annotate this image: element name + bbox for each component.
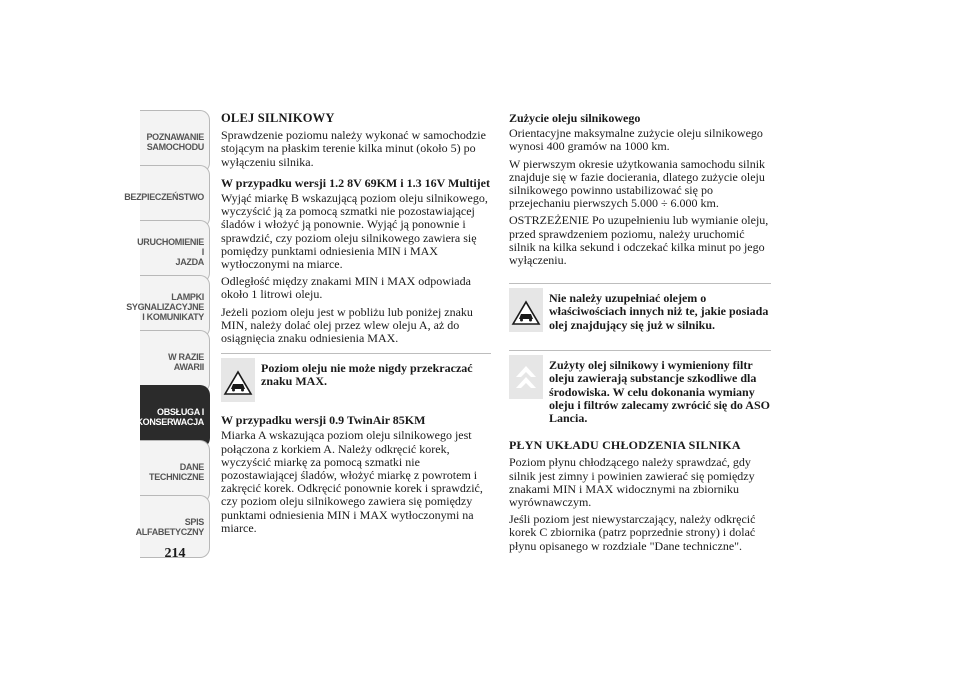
tab-dane-techniczne[interactable]: [140, 440, 210, 503]
tab-obsluga-i-konserwacja[interactable]: [136, 385, 210, 448]
section-title: PŁYN UKŁADU CHŁODZENIA SILNIKA: [509, 438, 741, 453]
note-text: Poziom oleju nie może nigdy przekraczać znaku MAX.: [261, 361, 473, 389]
tab-label: POZNAWANIE SAMOCHODU: [146, 131, 204, 152]
paragraph: Jeżeli poziom oleju jest w pobliżu lub poniżej znaku MIN, należy dolać olej przez wlew oleju A, aż do osiągnięcia znaku odniesienia MAX.: [221, 304, 473, 346]
tab-bezpieczenstwo[interactable]: [124, 165, 210, 228]
subheading: Zużycie oleju silnikowego: [509, 111, 641, 125]
tab-poznawanie-samochodu[interactable]: [140, 110, 210, 173]
note-text: Zużyty olej silnikowy i wymieniony filtr oleju zawierają substancje szkodliwe dla środowiska. W celu dokonania wymiany oleju i filtrów zalecamy zwrócić się do ASO Lancia.: [549, 358, 770, 426]
tab-label: BEZPIECZEŃSTWO: [124, 191, 204, 202]
paragraph: Miarka A wskazująca poziom oleju silnikowego jest połączona z korkiem A. Należy odkręcić korek, wyczyścić miarkę za pomocą szmatki nie pozostawiającej śladów, włożyć miarkę z powrotem i zakręcić korek. Odkręcić ponownie korek i sprawdzić, czy poziom oleju silnikowego zawiera się pomiędzy punktami odniesienia MIN i MAX wytłoczonymi na miarce.: [221, 428, 483, 535]
paragraph: Sprawdzenie poziomu należy wykonać w samochodzie stojącym na płaskim terenie kilka minut (około 5) po wyłączeniu silnika.: [221, 128, 486, 169]
tab-label: OBSŁUGA I KONSERWACJA: [136, 406, 204, 427]
car-warning-icon: [509, 288, 543, 332]
recycle-arrows-icon: [509, 355, 543, 399]
paragraph: Jeśli poziom jest niewystarczający, należy odkręcić korek C zbiornika (patrz poprzednie strony) i dolać płynu opisanego w rozdziale "Dane techniczne".: [509, 512, 756, 553]
page-number: 214: [164, 546, 186, 561]
tab-label: SPIS ALFABETYCZNY: [135, 516, 204, 537]
tab-uruchomienie-i-jazda[interactable]: [137, 220, 210, 283]
paragraph: OSTRZEŻENIE Po uzupełnieniu lub wymianie oleju, przed sprawdzeniem poziomu, należy uruchomić silnik na kilka sekund i odczekać kilka minut po jego wyłączeniu.: [509, 213, 769, 268]
subheading: W przypadku wersji 0.9 TwinAir 85KM: [221, 413, 426, 428]
tab-label: W RAZIE AWARII: [168, 351, 204, 372]
paragraph: W pierwszym okresie użytkowania samochodu silnik znajduje się w fazie docierania, dlatego zużycie oleju silnikowego powinno ustabilizować się po przejechaniu pierwszych 5.000 ÷ 6.000 km.: [509, 156, 766, 211]
car-warning-icon: [221, 358, 255, 402]
note-text: Nie należy uzupełniać olejem o właściwościach innych niż te, jakie posiada olej znajdujący się już w silniku.: [549, 291, 769, 332]
tab-w-razie-awarii[interactable]: [140, 330, 210, 393]
paragraph: Odległość między znakami MIN i MAX odpowiada około 1 litrowi oleju.: [221, 274, 471, 302]
warning-note: [509, 283, 771, 336]
section-title: OLEJ SILNIKOWY: [221, 111, 335, 125]
subheading: W przypadku wersji 1.2 8V 69KM i 1.3 16V Multijet: [221, 175, 490, 190]
left-column: [221, 112, 491, 539]
tab-lampki-sygnalizacyjne[interactable]: [126, 275, 210, 338]
warning-note: [221, 353, 491, 400]
right-column: [509, 112, 771, 557]
paragraph: Wyjąć miarkę B wskazującą poziom oleju silnikowego, wyczyścić ją za pomocą szmatki nie pozostawiającej śladów i włożyć ją ponownie. Wyjąć ją ponownie i sprawdzić, czy poziom oleju silnikowego zawiera się pomiędzy punktami odniesienia MIN i MAX wytłoczonymi na miarce.: [221, 191, 488, 272]
environment-note: [509, 350, 771, 425]
paragraph: Orientacyjne maksymalne zużycie oleju silnikowego wynosi 400 gramów na 1000 km.: [509, 126, 763, 154]
tab-label: LAMPKI SYGNALIZACYJNE I KOMUNIKATY: [126, 291, 204, 322]
tab-label: URUCHOMIENIE I JAZDA: [137, 236, 204, 267]
tab-label: DANE TECHNICZNE: [149, 461, 204, 482]
paragraph: Poziom płynu chłodzącego należy sprawdzać, gdy silnik jest zimny i powinien zawierać się pomiędzy znakami MIN i MAX widocznymi na zbiorniku wyrównawczym.: [509, 455, 755, 510]
